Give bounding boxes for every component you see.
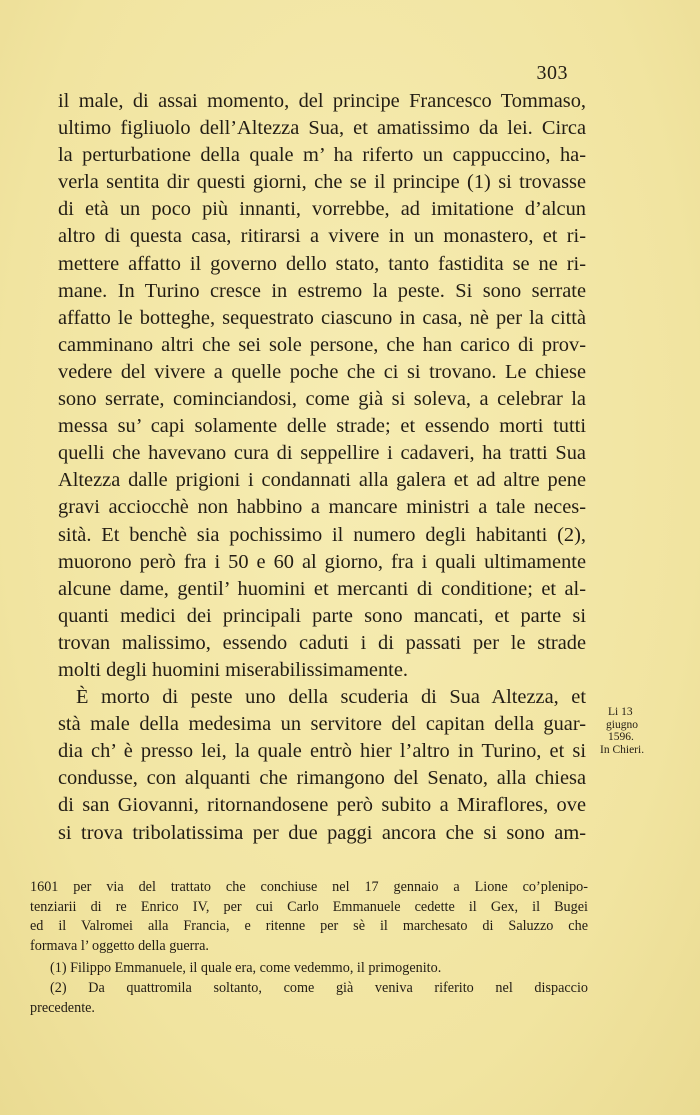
margin-date-note (600, 706, 700, 756)
margin-note-line: In Chieri. (600, 743, 645, 756)
margin-note-line: 1596. (608, 731, 634, 743)
text-line: di san Giovanni, ritornandosene però subito a Miraflores, ove (58, 794, 586, 817)
text-line: dia ch’ è presso lei, la quale entrò hier l’altro in Turino, et si (58, 740, 586, 763)
text-line: la perturbatione della quale m’ ha riferto un cappuccino, ha- (58, 144, 586, 167)
text-line: trovan malissimo, essendo caduti i di passati per le strade (58, 631, 586, 654)
footnote-1: (1) Filippo Emmanuele, il quale era, come vedemmo, il primogenito. (50, 960, 442, 977)
margin-note-line: Li 13 (608, 706, 633, 718)
text-line: gravi acciocchè non habbino a mancare ministri a tale neces- (58, 496, 586, 519)
text-line: si trova tribolatissima per due paggi ancora che si sono am- (58, 821, 586, 844)
text-line: muorono però fra i 50 e 60 al giorno, fra i quali ultimamente (58, 550, 586, 573)
text-line: quelli che havevano cura di seppellire i cadaveri, ha tratti Sua (58, 442, 586, 465)
text-line: altro di questa casa, ritirarsi a vivere in un monastero, et ri- (58, 225, 586, 248)
main-text (58, 88, 586, 847)
text-line: quanti medici dei principali parte sono mancati, et parte si (58, 604, 586, 627)
text-line: verla sentita dir questi giorni, che se il principe (1) si trovasse (58, 171, 586, 194)
text-line: camminano altri che sei sole persone, che han carico di prov- (58, 333, 586, 356)
footnote-line: formava l’ oggetto della guerra. (30, 937, 209, 954)
text-line: sità. Et benchè sia pochissimo il numero degli habitanti (2), (58, 523, 586, 546)
text-line: di età un poco più innanti, vorrebbe, ad imitatione d’alcun (58, 198, 586, 221)
footnote-2: (2) Da quattromila soltanto, come già veniva riferito nel dispaccio (50, 979, 588, 996)
text-line: È morto di peste uno della scuderia di Sua Altezza, et (76, 686, 586, 709)
text-line: ultimo figliuolo dell’Altezza Sua, et amatissimo da lei. Circa (58, 117, 586, 140)
text-line: molti degli huomini miserabilissimamente. (58, 658, 408, 681)
text-line: alcune dame, gentil’ huomini et mercanti di conditione; et al- (58, 577, 586, 600)
text-line: sono serrate, cominciandosi, come già si soleva, a celebrar la (58, 388, 586, 411)
text-line: affatto le botteghe, sequestrato ciascuno in casa, nè per la città (58, 306, 586, 329)
paragraph-2 (58, 684, 586, 847)
footnotes (30, 878, 588, 1018)
text-line: stà male della medesima un servitore del capitan della guar- (58, 713, 586, 736)
text-line: mane. In Turino cresce in estremo la peste. Si sono serrate (58, 279, 586, 302)
text-line: condusse, con alquanti che rimangono del Senato, alla chiesa (58, 767, 586, 790)
footnote-line: precedente. (30, 999, 95, 1016)
footnote-line: tenziarii di re Enrico IV, per cui Carlo Emmanuele cedette il Gex, il Bugei (30, 898, 588, 915)
margin-note-line: giugno (606, 718, 638, 731)
footnote-line: 1601 per via del trattato che conchiuse nel 17 gennaio a Lione co’plenipo- (30, 879, 588, 895)
text-line: mettere affatto il governo dello stato, tanto fastidita se ne ri- (58, 252, 586, 275)
page-number: 303 (536, 62, 568, 84)
text-line: messa su’ capi solamente delle strade; et essendo morti tutti (58, 415, 586, 438)
footnote-line: ed il Valromei alla Francia, e ritenne per sè il marchesato di Saluzzo che (30, 918, 588, 935)
text-line: Altezza dalle prigioni i condannati alla galera et ad altre pene (58, 469, 586, 492)
text-line: vedere del vivere a quelle poche che ci si trovano. Le chiese (58, 360, 586, 383)
text-line: il male, di assai momento, del principe Francesco Tommaso, (58, 90, 586, 112)
